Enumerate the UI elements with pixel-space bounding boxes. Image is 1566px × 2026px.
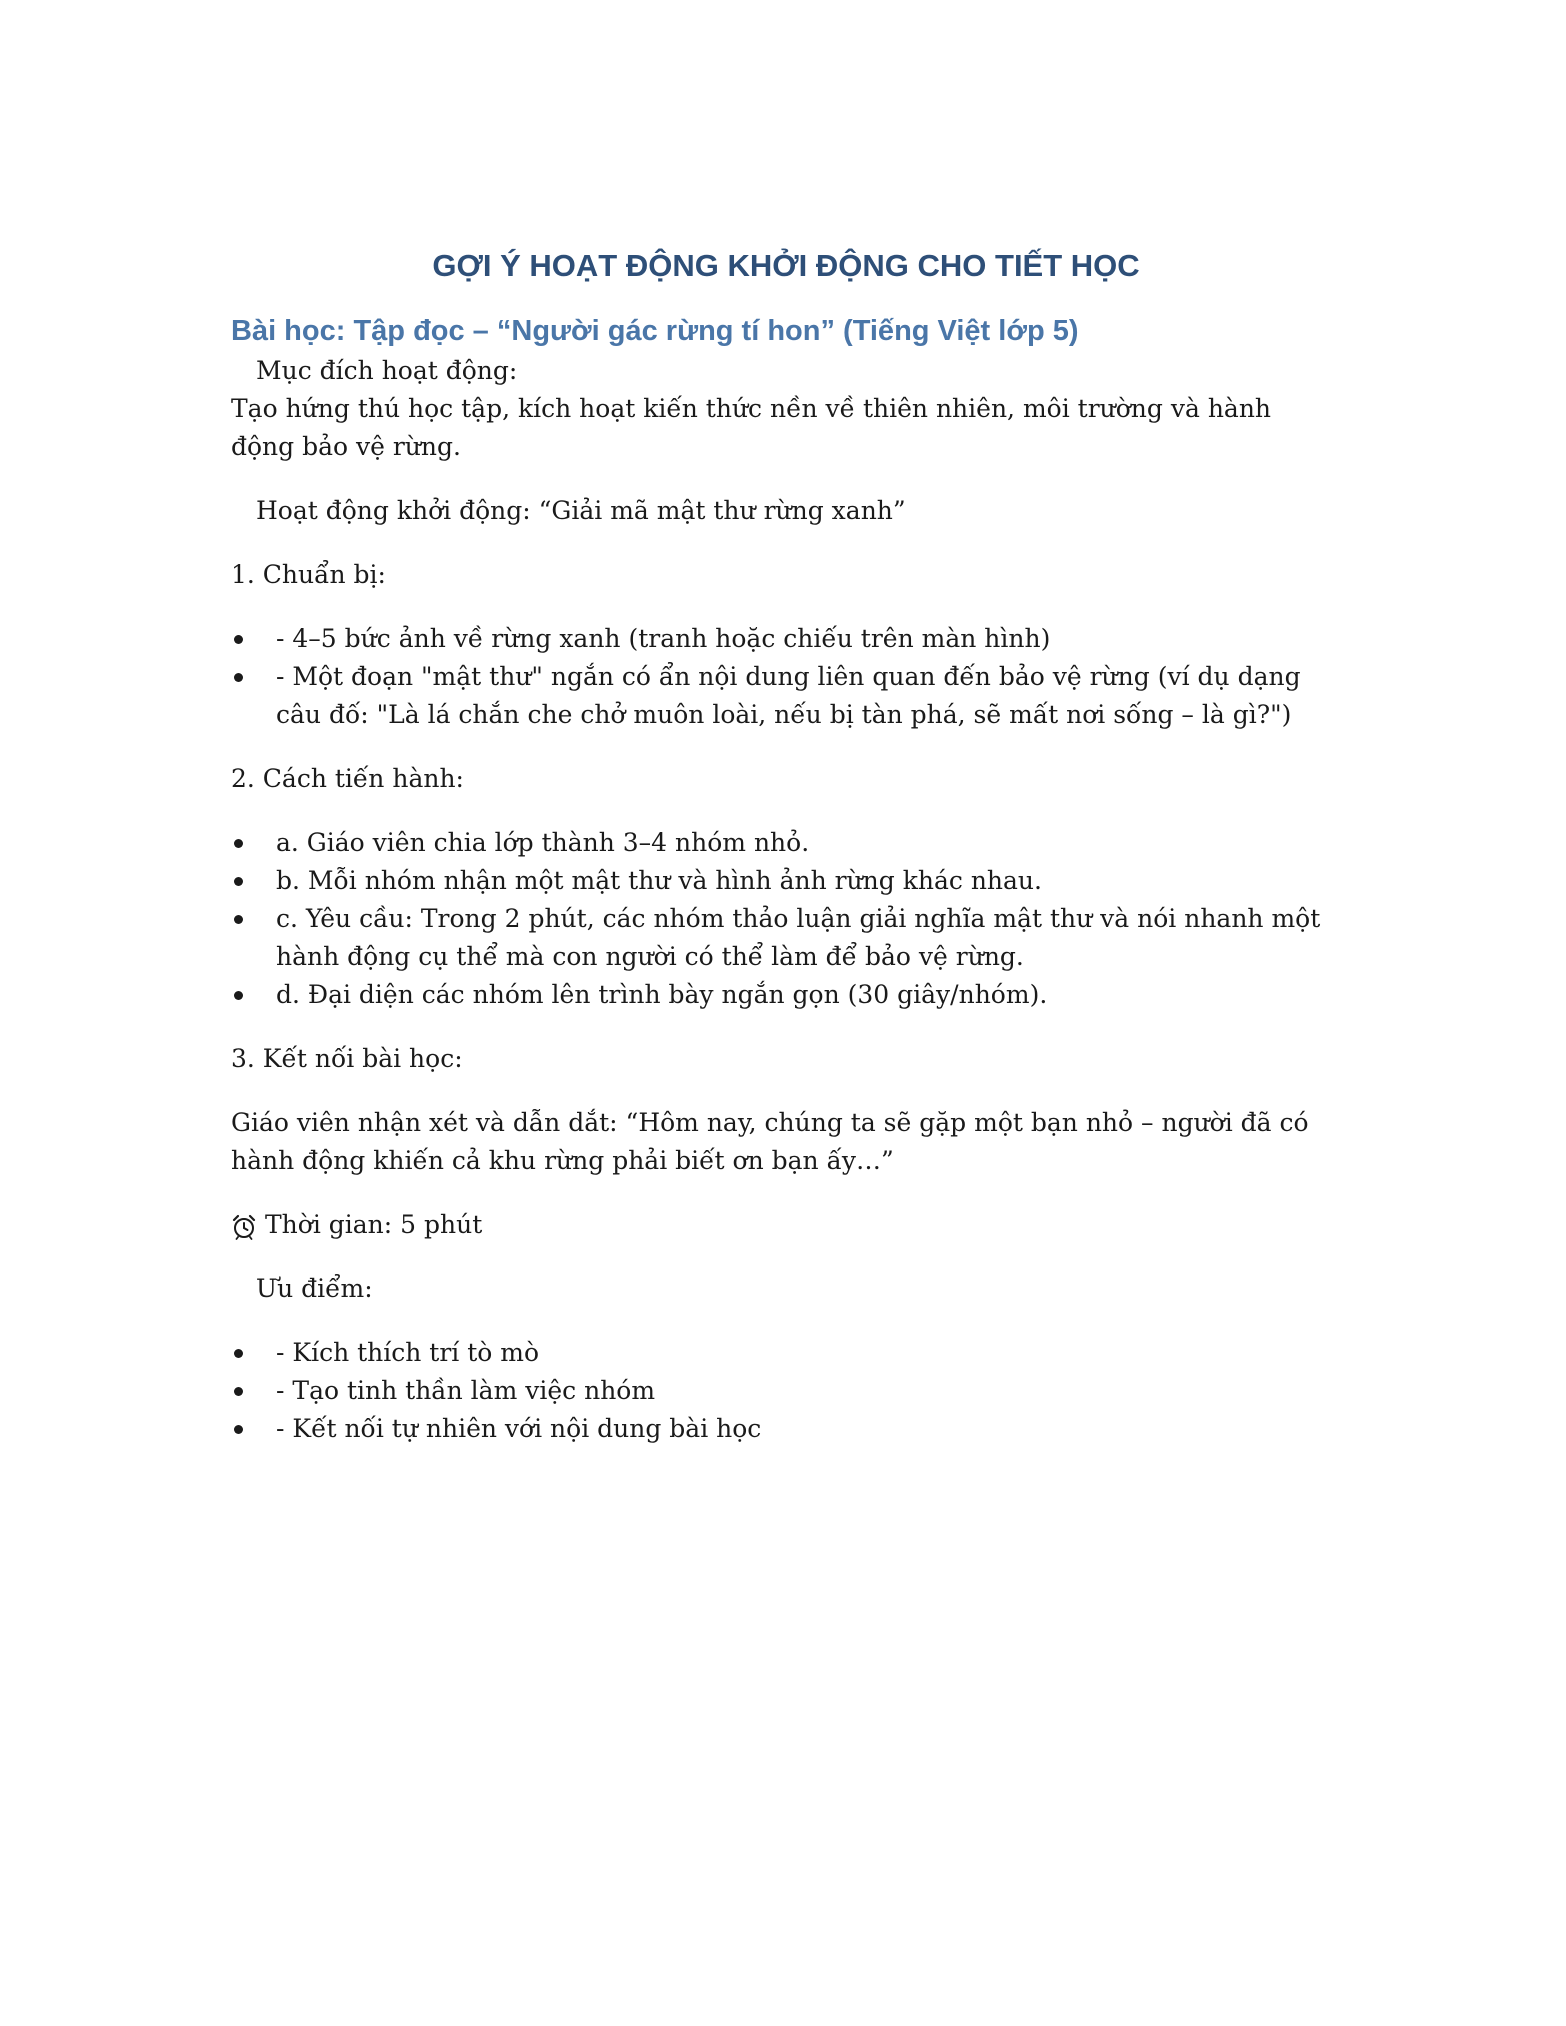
bullet-icon (234, 991, 243, 1000)
time-text: Thời gian: 5 phút (265, 1210, 483, 1239)
list-item (231, 658, 1341, 734)
activity-label: Hoạt động khởi động: “Giải mã mật thư rừng xanh” (256, 496, 906, 525)
list-item (231, 1410, 1341, 1448)
bullet-icon (234, 877, 243, 886)
bullet-icon (234, 839, 243, 848)
lesson-heading: Bài học: Tập đọc – “Người gác rừng tí hon” (Tiếng Việt lớp 5) (231, 315, 1079, 347)
bullet-icon (234, 635, 243, 644)
alarm-clock-icon (231, 1213, 257, 1239)
list-item-text: c. Yêu cầu: Trong 2 phút, các nhóm thảo luận giải nghĩa mật thư và nói nhanh một hành động cụ thể mà con người có thể làm để bảo vệ rừng. (276, 904, 1321, 971)
list-item (231, 824, 1341, 862)
list-item-text: d. Đại diện các nhóm lên trình bày ngắn gọn (30 giây/nhóm). (276, 980, 1048, 1009)
list-item-text: - Một đoạn "mật thư" ngắn có ẩn nội dung liên quan đến bảo vệ rừng (ví dụ dạng câu đố: "Là lá chắn che chở muôn loài, nếu bị tàn phá, sẽ mất nơi sống – là gì?") (276, 662, 1301, 729)
list-item (231, 976, 1341, 1014)
document-title: GỢI Ý HOẠT ĐỘNG KHỞI ĐỘNG CHO TIẾT HỌC (432, 248, 1140, 283)
list-item-text: - Kích thích trí tò mò (276, 1338, 540, 1367)
preparation-heading: 1. Chuẩn bị: (231, 560, 386, 589)
list-item (231, 1372, 1341, 1410)
advantages-heading: Ưu điểm: (256, 1274, 373, 1303)
bullet-icon (234, 1349, 243, 1358)
advantages-list (231, 1334, 1341, 1448)
list-item-text: - Tạo tinh thần làm việc nhóm (276, 1376, 656, 1405)
bullet-icon (234, 915, 243, 924)
preparation-list (231, 620, 1341, 734)
connection-heading: 3. Kết nối bài học: (231, 1044, 463, 1073)
bullet-icon (234, 673, 243, 682)
list-item-text: a. Giáo viên chia lớp thành 3–4 nhóm nhỏ. (276, 828, 810, 857)
list-item-text: b. Mỗi nhóm nhận một mật thư và hình ảnh rừng khác nhau. (276, 866, 1042, 895)
procedure-heading: 2. Cách tiến hành: (231, 764, 464, 793)
list-item (231, 900, 1341, 976)
bullet-icon (234, 1425, 243, 1434)
purpose-text: Tạo hứng thú học tập, kích hoạt kiến thức nền về thiên nhiên, môi trường và hành động bảo vệ rừng. (231, 394, 1272, 461)
time-line (231, 1206, 1341, 1244)
purpose-label: Mục đích hoạt động: (256, 356, 518, 385)
list-item-text: - Kết nối tự nhiên với nội dung bài học (276, 1414, 762, 1443)
list-item-text: - 4–5 bức ảnh về rừng xanh (tranh hoặc chiếu trên màn hình) (276, 624, 1051, 653)
list-item (231, 620, 1341, 658)
bullet-icon (234, 1387, 243, 1396)
list-item (231, 862, 1341, 900)
connection-text: Giáo viên nhận xét và dẫn dắt: “Hôm nay, chúng ta sẽ gặp một bạn nhỏ – người đã có hành động khiến cả khu rừng phải biết ơn bạn ấy…” (231, 1108, 1309, 1175)
document-body (231, 246, 1341, 1474)
list-item (231, 1334, 1341, 1372)
procedure-list (231, 824, 1341, 1014)
